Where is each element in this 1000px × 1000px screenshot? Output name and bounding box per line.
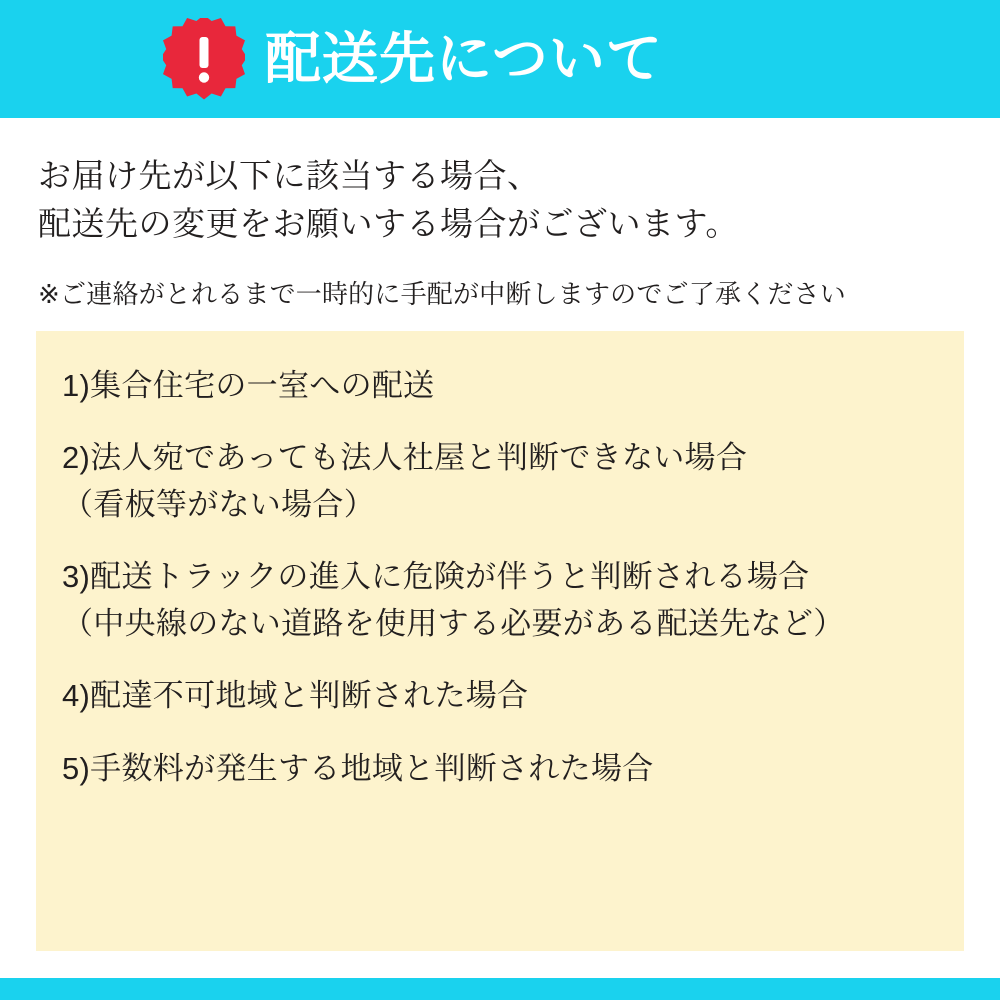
conditions-list bbox=[36, 331, 964, 951]
notice-card bbox=[0, 118, 1000, 978]
list-item-line: 2)法人宛であっても法人社屋と判断できない場合 bbox=[62, 440, 748, 476]
page-title: 配送先について bbox=[265, 27, 663, 90]
list-item bbox=[62, 363, 938, 410]
lead-line-2: 配送先の変更をお願いする場合がございます。 bbox=[38, 204, 739, 242]
list-item bbox=[62, 435, 938, 528]
exclamation-mark-badge-icon bbox=[163, 18, 245, 100]
list-item bbox=[62, 554, 938, 647]
list-item-line: （中央線のない道路を使用する必要がある配送先など） bbox=[62, 605, 845, 641]
list-item bbox=[62, 673, 938, 720]
list-item-line: 4)配達不可地域と判断された場合 bbox=[62, 678, 529, 714]
note-text: ※ご連絡がとれるまで一時的に手配が中断しますのでご了承ください bbox=[38, 278, 846, 309]
lead-line-1: お届け先が以下に該当する場合、 bbox=[38, 157, 541, 194]
list-item-line: 1)集合住宅の一室への配送 bbox=[62, 367, 435, 403]
lead-paragraph bbox=[38, 152, 964, 248]
list-item-line: （看板等がない場合） bbox=[62, 486, 375, 522]
page-header bbox=[0, 0, 1000, 118]
list-item-line: 5)手数料が発生する地域と判断された場合 bbox=[62, 750, 654, 786]
list-item-line: 3)配送トラックの進入に危険が伴うと判断される場合 bbox=[62, 559, 810, 595]
bottom-accent-strip bbox=[0, 978, 1000, 1000]
list-item bbox=[62, 746, 938, 793]
